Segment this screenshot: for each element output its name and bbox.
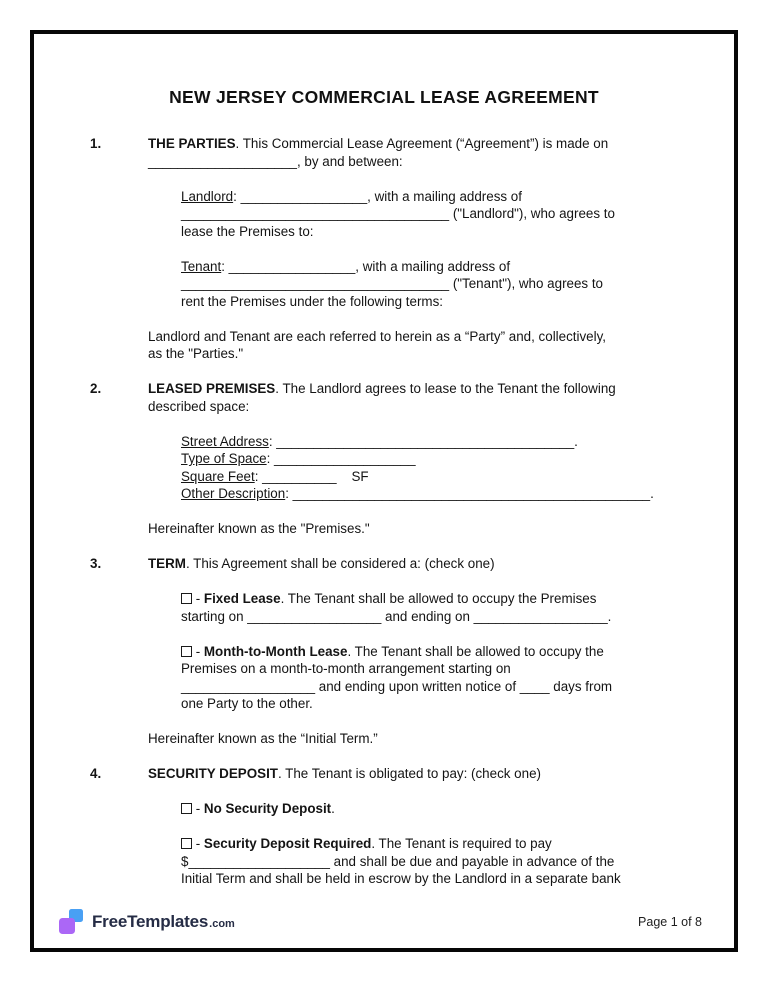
paragraph-text	[181, 643, 678, 713]
line	[181, 590, 678, 608]
line	[148, 328, 678, 346]
paragraph-text	[181, 590, 678, 625]
text-run: . The Tenant shall be allowed to occupy the Premises	[280, 591, 597, 606]
document-body	[90, 135, 678, 888]
line	[148, 135, 678, 153]
line	[181, 223, 678, 241]
section-number: 1.	[90, 136, 102, 151]
line	[148, 380, 678, 398]
indent-spacer	[90, 800, 181, 818]
indent-spacer	[90, 730, 148, 748]
brand-name: FreeTemplates	[92, 912, 209, 931]
checkbox-icon[interactable]	[181, 803, 192, 814]
line	[148, 765, 678, 783]
paragraph-text	[148, 730, 678, 748]
line	[148, 730, 678, 748]
indent-spacer	[90, 590, 181, 625]
text-run: . This Commercial Lease Agreement (“Agreement”) is made on	[235, 136, 609, 151]
line	[181, 485, 678, 503]
paragraph	[90, 520, 678, 538]
paragraph-text	[148, 555, 678, 573]
line	[148, 398, 678, 416]
line	[148, 345, 678, 363]
line	[181, 643, 678, 661]
line	[181, 468, 678, 486]
text-run: Hereinafter known as the "Premises."	[148, 521, 370, 536]
paragraph-text	[181, 800, 678, 818]
paragraph	[90, 188, 678, 241]
text-run: -	[192, 591, 204, 606]
text-run: as the "Parties."	[148, 346, 244, 361]
document-page	[30, 30, 738, 952]
text-run: -	[192, 836, 204, 851]
text-run: Premises on a month-to-month arrangement starting on	[181, 661, 511, 676]
indent-spacer	[90, 328, 148, 363]
line	[181, 695, 678, 713]
line	[148, 153, 678, 171]
paragraph-text	[181, 835, 678, 888]
line	[181, 608, 678, 626]
line	[148, 520, 678, 538]
paragraph-text	[148, 135, 678, 170]
text-run: ____________________________________ ("Landlord"), who agrees to	[181, 206, 615, 221]
indent-spacer	[90, 258, 181, 311]
freetemplates-logo-icon	[58, 908, 85, 936]
paragraph-text	[181, 258, 678, 311]
section-number: 2.	[90, 381, 102, 396]
paragraph	[90, 730, 678, 748]
paragraph	[90, 258, 678, 311]
line	[181, 835, 678, 853]
text-run: Landlord and Tenant are each referred to herein as a “Party” and, collectively,	[148, 328, 607, 344]
text-run: LEASED PREMISES	[148, 381, 276, 396]
brand-suffix: .com	[209, 918, 235, 930]
text-run: Landlord	[181, 188, 234, 204]
paragraph	[90, 328, 678, 363]
checkbox-icon[interactable]	[181, 838, 192, 849]
text-run: : ___________________	[266, 451, 416, 466]
line	[181, 800, 678, 818]
paragraph-text	[148, 380, 678, 415]
indent-spacer	[90, 188, 181, 241]
text-run: Tenant	[181, 258, 222, 274]
section-number: 4.	[90, 766, 102, 781]
text-run: . This Agreement shall be considered a: (check one)	[185, 556, 495, 571]
paragraph	[90, 380, 678, 415]
text-run: : __________ SF	[254, 468, 369, 484]
text-run: No Security Deposit	[203, 801, 332, 816]
text-run: -	[192, 643, 204, 659]
text-run: starting on __________________ and ending on __________________.	[181, 608, 612, 624]
text-run: -	[192, 801, 204, 816]
text-run: Street Address	[181, 433, 269, 449]
text-run: . The Tenant shall be allowed to occupy the	[347, 643, 604, 659]
text-run: : _________________, with a mailing address of	[221, 258, 511, 274]
line	[181, 870, 678, 888]
line	[181, 293, 678, 311]
paragraph	[90, 800, 678, 818]
paragraph	[90, 643, 678, 713]
paragraph-text	[148, 328, 678, 363]
checkbox-icon[interactable]	[181, 593, 192, 604]
text-run: Hereinafter known as the “Initial Term.”	[148, 731, 378, 746]
text-run: Type of Space	[181, 451, 267, 466]
paragraph	[90, 433, 678, 503]
logo-purple-square	[59, 918, 75, 934]
line	[181, 258, 678, 276]
text-run: .	[331, 801, 335, 816]
line	[181, 853, 678, 871]
text-run: described space:	[148, 398, 250, 414]
text-run: SECURITY DEPOSIT	[148, 766, 278, 781]
line	[181, 450, 678, 468]
paragraph-text	[148, 520, 678, 538]
text-run: Month-to-Month Lease	[203, 643, 348, 659]
paragraph	[90, 590, 678, 625]
text-run: $___________________ and shall be due and payable in advance of the	[181, 853, 615, 869]
page-footer	[58, 906, 702, 938]
line	[181, 433, 678, 451]
text-run: . The Tenant is required to pay	[371, 836, 552, 851]
line	[181, 205, 678, 223]
paragraph	[90, 555, 678, 573]
text-run: : ________________________________________________.	[285, 486, 654, 501]
text-run: TERM	[148, 556, 186, 571]
brand-logo	[58, 908, 235, 936]
text-run: THE PARTIES	[148, 136, 236, 151]
paragraph-text	[181, 433, 678, 503]
paragraph	[90, 835, 678, 888]
text-run: Initial Term and shall be held in escrow by the Landlord in a separate bank	[181, 871, 621, 886]
checkbox-icon[interactable]	[181, 646, 192, 657]
line	[148, 555, 678, 573]
text-run: . The Landlord agrees to lease to the Tenant the following	[275, 381, 616, 396]
indent-spacer	[90, 520, 148, 538]
section-number: 3.	[90, 556, 102, 571]
indent-spacer	[90, 835, 181, 888]
line	[181, 678, 678, 696]
page-indicator: Page 1 of 8	[638, 915, 702, 929]
text-run: one Party to the other.	[181, 696, 313, 711]
text-run: : ________________________________________.	[268, 433, 578, 449]
text-run: ____________________, by and between:	[148, 153, 403, 169]
page-title: NEW JERSEY COMMERCIAL LEASE AGREEMENT	[169, 87, 599, 107]
line	[181, 660, 678, 678]
indent-spacer	[90, 643, 181, 713]
text-run: rent the Premises under the following terms:	[181, 293, 443, 309]
text-run: Security Deposit Required	[203, 836, 372, 851]
line	[181, 188, 678, 206]
text-run: : _________________, with a mailing address of	[233, 188, 522, 204]
text-run: . The Tenant is obligated to pay: (check one)	[277, 766, 541, 781]
text-run: lease the Premises to:	[181, 223, 314, 239]
text-run: ____________________________________ ("Tenant"), who agrees to	[181, 276, 604, 291]
text-run: __________________ and ending upon written notice of ____ days from	[181, 678, 613, 694]
line	[181, 275, 678, 293]
paragraph	[90, 765, 678, 783]
text-run: Other Description	[181, 486, 286, 501]
paragraph-text	[148, 765, 678, 783]
indent-spacer	[90, 433, 181, 503]
text-run: Fixed Lease	[203, 591, 281, 606]
text-run: Square Feet	[181, 468, 255, 484]
paragraph-text	[181, 188, 678, 241]
paragraph	[90, 135, 678, 170]
